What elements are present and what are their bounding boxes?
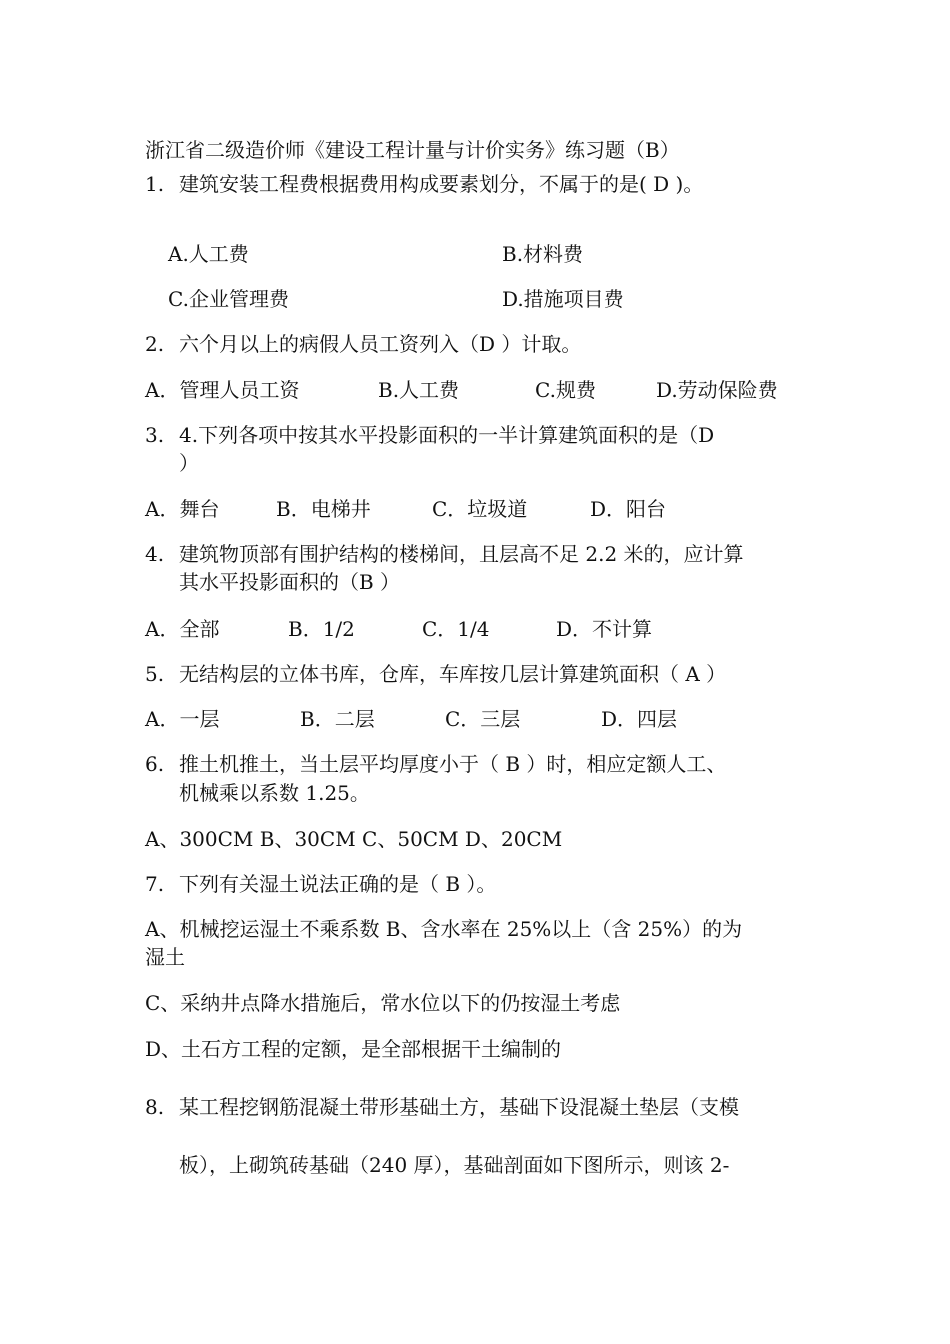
q1-option-c: C.企业管理费 — [168, 287, 289, 311]
question-text: 4.下列各项中按其水平投影面积的一半计算建筑面积的是（D — [179, 423, 715, 447]
question-text: 推土机推土，当土层平均厚度小于（ B ）时，相应定额人工、 — [179, 752, 727, 776]
q5-option-b: B．二层 — [300, 707, 375, 731]
question-6 — [145, 750, 726, 778]
q1-option-b: B.材料费 — [502, 242, 584, 266]
q5-option-a: A．一层 — [145, 707, 220, 731]
question-1 — [145, 170, 703, 198]
q6-options: A、300CM B、30CM C、50CM D、20CM — [145, 827, 563, 851]
q3-option-a: A．舞台 — [145, 497, 220, 521]
q4-option-b: B．1/2 — [288, 617, 355, 641]
question-4 — [145, 540, 744, 568]
question-text: 建筑安装工程费根据费用构成要素划分，不属于的是( D )。 — [179, 172, 704, 196]
q4-option-d: D．不计算 — [556, 617, 653, 641]
q1-option-d: D.措施项目费 — [502, 287, 624, 311]
q1-option-a: A.人工费 — [168, 242, 249, 266]
q2-option-b: B.人工费 — [378, 378, 460, 402]
question-number: 3. — [145, 423, 165, 447]
question-number: 7. — [145, 872, 165, 896]
q7-option-c: C、采纳井点降水措施后，常水位以下的仍按湿土考虑 — [145, 991, 621, 1015]
question-text: 六个月以上的病假人员工资列入（D ）计取。 — [179, 332, 582, 356]
question-number: 4. — [145, 542, 165, 566]
question-number: 2. — [145, 332, 165, 356]
document-title: 浙江省二级造价师《建设工程计量与计价实务》练习题（B） — [145, 138, 680, 162]
question-7 — [145, 870, 496, 898]
question-3 — [145, 421, 714, 449]
question-8 — [145, 1093, 739, 1121]
q7-option-ab: A、机械挖运湿土不乘系数 B、含水率在 25%以上（含 25%）的为 — [145, 917, 743, 941]
question-number: 1. — [145, 172, 165, 196]
q2-option-a: A．管理人员工资 — [145, 378, 300, 402]
q7-option-d: D、土石方工程的定额，是全部根据干土编制的 — [145, 1037, 562, 1061]
question-5 — [145, 660, 726, 688]
question-text: 下列有关湿土说法正确的是（ B ）。 — [179, 872, 497, 896]
question-4-continued: 其水平投影面积的（B ） — [179, 570, 401, 594]
q5-option-c: C．三层 — [445, 707, 521, 731]
q4-option-a: A．全部 — [145, 617, 220, 641]
question-8-continued: 板），上砌筑砖基础（240 厚），基础剖面如下图所示，则该 2- — [179, 1153, 730, 1177]
q7-option-ab-continued: 湿土 — [145, 945, 185, 969]
question-text: 建筑物顶部有围护结构的楼梯间，且层高不足 2.2 米的，应计算 — [179, 542, 744, 566]
q3-option-d: D．阳台 — [590, 497, 667, 521]
question-3-continued: ） — [179, 451, 199, 475]
q5-option-d: D．四层 — [601, 707, 678, 731]
question-text: 某工程挖钢筋混凝土带形基础土方，基础下设混凝土垫层（支模 — [179, 1095, 739, 1119]
question-2 — [145, 330, 581, 358]
q3-option-c: C．垃圾道 — [432, 497, 528, 521]
q2-option-d: D.劳动保险费 — [656, 378, 778, 402]
q3-option-b: B．电梯井 — [276, 497, 371, 521]
question-number: 6. — [145, 752, 165, 776]
q4-option-c: C．1/4 — [422, 617, 490, 641]
question-text: 无结构层的立体书库，仓库，车库按几层计算建筑面积（ A ） — [179, 662, 727, 686]
question-number: 5. — [145, 662, 165, 686]
question-6-continued: 机械乘以系数 1.25。 — [179, 781, 370, 805]
question-number: 8. — [145, 1095, 165, 1119]
q2-option-c: C.规费 — [535, 378, 596, 402]
